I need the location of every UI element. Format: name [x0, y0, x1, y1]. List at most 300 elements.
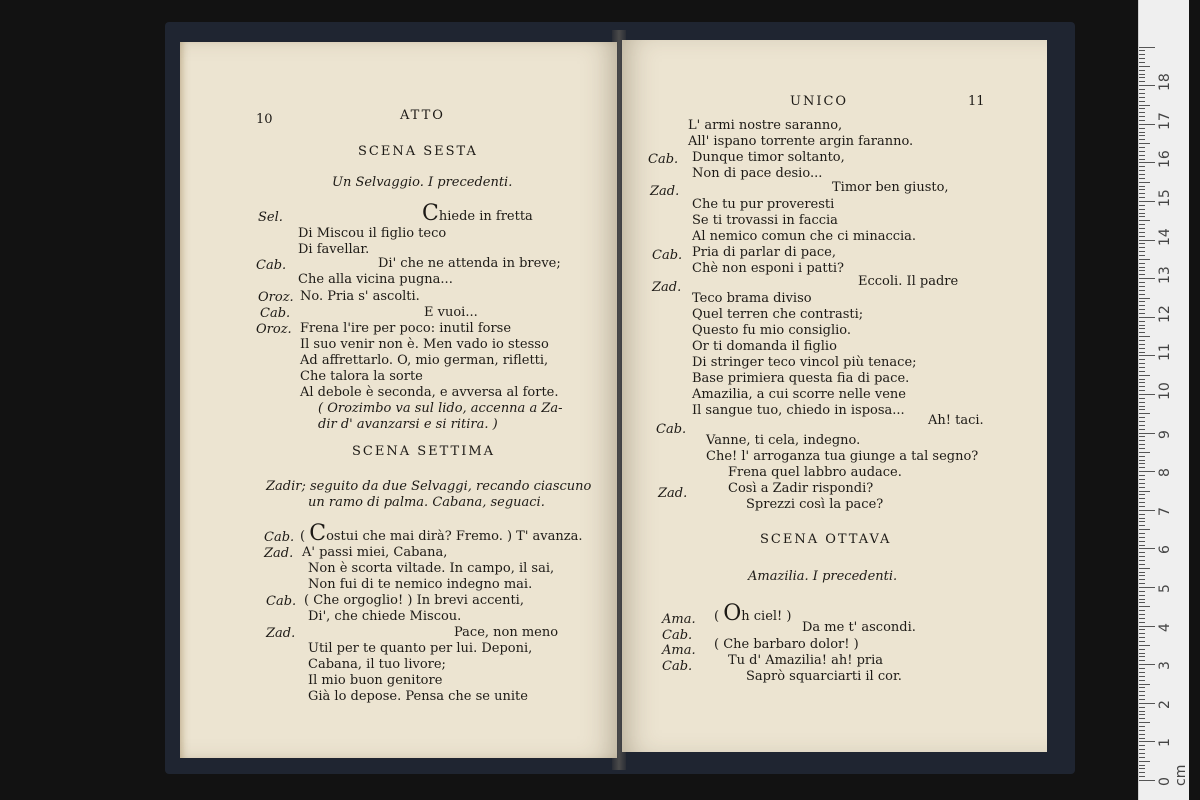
ruler-tick	[1139, 738, 1145, 739]
ruler-tick	[1139, 429, 1145, 430]
ruler-tick	[1139, 483, 1145, 484]
ruler-tick	[1139, 166, 1145, 167]
ruler-tick	[1139, 201, 1155, 202]
ruler-tick	[1139, 155, 1145, 156]
verse-line: A' passi miei, Cabana,	[302, 545, 448, 560]
ruler-label: 9	[1157, 429, 1173, 439]
ruler-tick	[1139, 626, 1155, 627]
ruler-tick	[1139, 560, 1145, 561]
ruler-tick	[1139, 452, 1150, 453]
speaker: Ama.	[662, 643, 696, 658]
ruler-tick	[1139, 699, 1145, 700]
ruler-tick	[1139, 50, 1145, 51]
speaker: Zad.	[266, 626, 296, 641]
ruler-tick	[1139, 228, 1145, 229]
verse-line: Quel terren che contrasti;	[692, 307, 864, 322]
ruler-tick	[1139, 182, 1150, 183]
ruler-tick	[1139, 328, 1145, 329]
ruler-tick	[1139, 93, 1145, 94]
ruler-tick	[1139, 162, 1155, 163]
verse-line: Pria di parlar di pace,	[692, 245, 836, 260]
ruler-tick	[1139, 47, 1155, 48]
verse-line: Da me t' ascondi.	[802, 620, 916, 635]
ruler-tick	[1139, 498, 1145, 499]
ruler-label: 5	[1157, 584, 1173, 593]
ruler-tick	[1139, 703, 1155, 704]
ruler-tick	[1139, 251, 1145, 252]
ruler-tick	[1139, 409, 1145, 410]
verse-line: Tu d' Amazilia! ah! pria	[728, 653, 884, 668]
ruler-tick	[1139, 132, 1145, 133]
stage-direction: ( Orozimbo va sul lido, accenna a Za-	[318, 401, 563, 416]
verse-line: Pace, non meno	[454, 625, 559, 640]
ruler-tick	[1139, 672, 1145, 673]
ruler-tick	[1139, 676, 1145, 677]
ruler-tick	[1139, 390, 1145, 391]
verse-line: Chiede in fretta	[422, 201, 533, 226]
speaker: Cab.	[256, 258, 287, 273]
ruler-tick	[1139, 147, 1145, 148]
speaker: Sel.	[258, 210, 283, 225]
ruler-tick	[1139, 506, 1145, 507]
ruler-tick	[1139, 456, 1145, 457]
ruler-tick	[1139, 286, 1145, 287]
speaker: Cab.	[260, 306, 291, 321]
drop-cap: C	[309, 521, 327, 546]
verse-line: Non di pace desio...	[692, 166, 823, 181]
ruler-tick	[1139, 97, 1145, 98]
ruler-tick	[1139, 193, 1145, 194]
ruler-tick	[1139, 81, 1145, 82]
ruler-tick	[1139, 629, 1145, 630]
verse-line: Questo fu mio consiglio.	[692, 323, 852, 338]
ruler-tick	[1139, 143, 1150, 144]
verse-line: Già lo depose. Pensa che se unite	[308, 689, 528, 704]
ruler-tick	[1139, 471, 1155, 472]
ruler-tick	[1139, 336, 1150, 337]
ruler-tick	[1139, 687, 1145, 688]
ruler-label: 8	[1157, 468, 1173, 478]
ruler-tick	[1139, 765, 1145, 766]
ruler-tick	[1139, 386, 1145, 387]
ruler-tick	[1139, 120, 1145, 121]
ruler-label: 17	[1157, 111, 1173, 130]
ruler-tick	[1139, 436, 1145, 437]
verse-line: Di' che ne attenda in breve;	[378, 256, 561, 271]
ruler-tick	[1139, 413, 1150, 414]
running-head-right: UNICO	[790, 94, 849, 109]
ruler-tick	[1139, 174, 1145, 175]
stage-direction: dir d' avanzarsi e si ritira. )	[318, 417, 498, 432]
ruler-label: 7	[1157, 506, 1173, 516]
ruler-tick	[1139, 355, 1155, 356]
ruler-label: 1	[1157, 738, 1173, 748]
ruler-tick	[1139, 568, 1150, 569]
verse-line: No. Pria s' ascolti.	[300, 289, 420, 304]
ruler-tick	[1139, 541, 1145, 542]
speaker: Cab.	[648, 152, 679, 167]
ruler-tick	[1139, 757, 1145, 758]
verse-line: Amazilia, a cui scorre nelle vene	[692, 387, 906, 402]
ruler-tick	[1139, 321, 1145, 322]
ruler-tick	[1139, 394, 1155, 395]
ruler-tick	[1139, 294, 1145, 295]
ruler-tick	[1139, 660, 1145, 661]
ruler-tick	[1139, 467, 1145, 468]
speaker: Oroz.	[256, 322, 292, 337]
ruler-tick	[1139, 379, 1145, 380]
stage-direction-sesta: Un Selvaggio. I precedenti.	[332, 175, 513, 190]
verse-line: ( Costui che mai dirà? Fremo. ) T' avanza.	[300, 521, 583, 546]
verse-line: All' ispano torrente argin faranno.	[688, 134, 914, 149]
ruler-tick	[1139, 402, 1145, 403]
ruler-tick	[1139, 267, 1145, 268]
ruler-tick	[1139, 108, 1145, 109]
ruler-tick	[1139, 525, 1145, 526]
ruler-tick	[1139, 128, 1145, 129]
ruler-tick	[1139, 444, 1145, 445]
ruler-tick	[1139, 726, 1145, 727]
ruler-tick	[1139, 112, 1145, 113]
ruler-tick	[1139, 656, 1145, 657]
ruler-tick	[1139, 564, 1145, 565]
ruler-tick	[1139, 668, 1145, 669]
verse-line: Sprezzi così la pace?	[746, 497, 884, 512]
verse-line: Che tu pur proveresti	[692, 197, 835, 212]
verse-line: Eccoli. Il padre	[858, 274, 959, 289]
verse-line: ( Che barbaro dolor! )	[714, 637, 859, 652]
ruler-tick	[1139, 680, 1145, 681]
ruler-tick	[1139, 406, 1145, 407]
ruler-tick	[1139, 209, 1145, 210]
verse-line: Non fui di te nemico indegno mai.	[308, 577, 533, 592]
ruler-tick	[1139, 772, 1145, 773]
ruler-tick	[1139, 101, 1145, 102]
ruler-tick	[1139, 213, 1145, 214]
ruler-tick	[1139, 587, 1155, 588]
ruler-tick	[1139, 398, 1145, 399]
verse-line: L' armi nostre saranno,	[688, 118, 843, 133]
ruler-tick	[1139, 718, 1145, 719]
verse-line: Cabana, il tuo livore;	[308, 657, 446, 672]
ruler-label: 12	[1157, 304, 1173, 323]
ruler-tick	[1139, 637, 1145, 638]
ruler-tick	[1139, 545, 1145, 546]
ruler-tick	[1139, 263, 1145, 264]
ruler-tick	[1139, 691, 1145, 692]
speaker: Ama.	[662, 612, 696, 627]
ruler-tick	[1139, 139, 1145, 140]
scene-title-sesta: SCENA SESTA	[358, 144, 478, 159]
ruler-tick	[1139, 282, 1145, 283]
verse-line: Teco brama diviso	[692, 291, 812, 306]
ruler-tick	[1139, 259, 1150, 260]
verse-line: Al debole è seconda, e avversa al forte.	[300, 385, 559, 400]
verse-line: Così a Zadir rispondi?	[728, 481, 874, 496]
speaker: Zad.	[658, 486, 688, 501]
ruler-tick	[1139, 487, 1145, 488]
ruler-tick	[1139, 610, 1145, 611]
ruler-tick	[1139, 124, 1155, 125]
ruler-tick	[1139, 240, 1155, 241]
ruler-tick	[1139, 77, 1145, 78]
ruler-label: 0 cm	[1157, 764, 1189, 786]
ruler-tick	[1139, 599, 1145, 600]
ruler-tick	[1139, 734, 1145, 735]
ruler-label: 4	[1157, 622, 1173, 632]
verse-line: Frena quel labbro audace.	[728, 465, 902, 480]
ruler-tick	[1139, 741, 1155, 742]
ruler-label: 15	[1157, 189, 1173, 207]
ruler-tick	[1139, 367, 1145, 368]
speaker: Cab.	[662, 628, 693, 643]
ruler-tick	[1139, 317, 1155, 318]
verse-line: Ad affrettarlo. O, mio german, rifletti,	[300, 353, 549, 368]
ruler-tick	[1139, 684, 1150, 685]
ruler-tick	[1139, 216, 1145, 217]
ruler-tick	[1139, 278, 1155, 279]
ruler-tick	[1139, 421, 1145, 422]
ruler-label: 6	[1157, 545, 1173, 555]
ruler-tick	[1139, 548, 1155, 549]
speaker: Zad.	[650, 184, 680, 199]
ruler-tick	[1139, 247, 1145, 248]
ruler-tick	[1139, 618, 1145, 619]
ruler-tick	[1139, 730, 1145, 731]
ruler-tick	[1139, 475, 1145, 476]
speaker: Cab.	[662, 659, 693, 674]
ruler-tick	[1139, 749, 1145, 750]
ruler-tick	[1139, 711, 1145, 712]
left-page	[180, 42, 617, 758]
ruler-tick	[1139, 440, 1145, 441]
speaker: Oroz.	[258, 290, 294, 305]
ruler-label: 2	[1157, 699, 1173, 709]
ruler-tick	[1139, 348, 1145, 349]
ruler-tick	[1139, 363, 1145, 364]
ruler-tick	[1139, 494, 1145, 495]
ruler-tick	[1139, 776, 1145, 777]
ruler-tick	[1139, 502, 1145, 503]
verse-line: Di Miscou il figlio teco	[298, 226, 447, 241]
ruler-tick	[1139, 460, 1145, 461]
speaker: Zad.	[264, 546, 294, 561]
ruler-tick	[1139, 375, 1150, 376]
page-number-right: 11	[968, 94, 985, 109]
ruler-tick	[1139, 305, 1145, 306]
ruler-tick	[1139, 270, 1145, 271]
ruler-tick	[1139, 653, 1145, 654]
verse-line: E vuoi...	[424, 305, 478, 320]
stage-direction-settima-1: Zadir; seguito da due Selvaggi, recando ciascuno	[266, 479, 592, 494]
verse-line: Di', che chiede Miscou.	[308, 609, 462, 624]
ruler-tick	[1139, 236, 1145, 237]
ruler-tick	[1139, 116, 1145, 117]
ruler-tick	[1139, 371, 1145, 372]
verse-line: Che! l' arroganza tua giunge a tal segno?	[706, 449, 979, 464]
ruler-tick	[1139, 313, 1145, 314]
ruler-tick	[1139, 344, 1145, 345]
ruler-tick	[1139, 89, 1145, 90]
verse-line: Frena l'ire per poco: inutil forse	[300, 321, 512, 336]
ruler-tick	[1139, 633, 1145, 634]
ruler-tick	[1139, 425, 1145, 426]
ruler-tick	[1139, 70, 1145, 71]
drop-cap: C	[422, 201, 439, 226]
ruler-tick	[1139, 205, 1145, 206]
ruler-tick	[1139, 533, 1145, 534]
verse-line: Or ti domanda il figlio	[692, 339, 837, 354]
verse-line: Timor ben giusto,	[832, 180, 949, 195]
ruler-label: 14	[1157, 227, 1173, 246]
ruler-tick	[1139, 695, 1145, 696]
verse-line: Il mio buon genitore	[308, 673, 443, 688]
ruler-tick	[1139, 641, 1145, 642]
verse-line: Il sangue tuo, chiedo in isposa...	[692, 403, 905, 418]
verse-line: Se ti trovassi in faccia	[692, 213, 838, 228]
verse-line: ( Oh ciel! )	[714, 601, 792, 626]
ruler-tick	[1139, 537, 1145, 538]
ruler-tick	[1139, 595, 1145, 596]
measuring-ruler	[1138, 0, 1189, 800]
verse-line: Dunque timor soltanto,	[692, 150, 845, 165]
ruler-tick	[1139, 556, 1145, 557]
ruler-tick	[1139, 622, 1145, 623]
ruler-tick	[1139, 510, 1155, 511]
ruler-tick	[1139, 58, 1145, 59]
ruler-label: 3	[1157, 661, 1173, 671]
ruler-tick	[1139, 529, 1150, 530]
ruler-tick	[1139, 649, 1145, 650]
ruler-tick	[1139, 780, 1155, 781]
ruler-tick	[1139, 62, 1145, 63]
ruler-tick	[1139, 85, 1155, 86]
ruler-tick	[1139, 514, 1145, 515]
ruler-tick	[1139, 479, 1145, 480]
ruler-tick	[1139, 518, 1145, 519]
verse-line: Di stringer teco vincol più tenace;	[692, 355, 917, 370]
verse-line: Vanne, ti cela, indegno.	[706, 433, 861, 448]
ruler-tick	[1139, 722, 1150, 723]
ruler-tick	[1139, 579, 1145, 580]
ruler-tick	[1139, 325, 1145, 326]
verse-line: Che alla vicina pugna...	[298, 272, 453, 287]
ruler-tick	[1139, 159, 1145, 160]
speaker: Zad.	[652, 280, 682, 295]
speaker: Cab.	[264, 530, 295, 545]
ruler-tick	[1139, 220, 1150, 221]
verse-line: Saprò squarciarti il cor.	[746, 669, 902, 684]
ruler-tick	[1139, 645, 1150, 646]
right-page	[622, 40, 1047, 752]
ruler-tick	[1139, 448, 1145, 449]
ruler-tick	[1139, 301, 1145, 302]
ruler-tick	[1139, 521, 1145, 522]
ruler-label: 13	[1157, 266, 1173, 285]
drop-cap: O	[723, 601, 742, 626]
ruler-tick	[1139, 463, 1145, 464]
ruler-tick	[1139, 753, 1145, 754]
ruler-tick	[1139, 606, 1150, 607]
ruler-tick	[1139, 417, 1145, 418]
verse-line: ( Che orgoglio! ) In brevi accenti,	[304, 593, 524, 608]
page-number-left: 10	[256, 112, 273, 127]
scene-title-settima: SCENA SETTIMA	[352, 444, 496, 459]
ruler-tick	[1139, 583, 1145, 584]
ruler-label: 11	[1157, 343, 1173, 362]
ruler-tick	[1139, 352, 1145, 353]
ruler-tick	[1139, 572, 1145, 573]
ruler-tick	[1139, 74, 1145, 75]
ruler-tick	[1139, 274, 1145, 275]
ruler-tick	[1139, 491, 1150, 492]
ruler-label: 18	[1157, 73, 1173, 92]
ruler-tick	[1139, 197, 1145, 198]
ruler-tick	[1139, 298, 1150, 299]
ruler-tick	[1139, 255, 1145, 256]
speaker: Cab.	[652, 248, 683, 263]
stage-direction-ottava: Amazilia. I precedenti.	[748, 569, 898, 584]
speaker: Cab.	[266, 594, 297, 609]
ruler-tick	[1139, 614, 1145, 615]
ruler-tick	[1139, 575, 1145, 576]
ruler-tick	[1139, 602, 1145, 603]
ruler-tick	[1139, 178, 1145, 179]
ruler-tick	[1139, 340, 1145, 341]
ruler-tick	[1139, 745, 1145, 746]
verse-line: Il suo venir non è. Men vado io stesso	[300, 337, 549, 352]
ruler-tick	[1139, 309, 1145, 310]
stage-direction-settima-2: un ramo di palma. Cabana, seguaci.	[308, 495, 545, 510]
ruler-tick	[1139, 290, 1145, 291]
ruler-tick	[1139, 359, 1145, 360]
ruler-tick	[1139, 186, 1145, 187]
ruler-tick	[1139, 243, 1145, 244]
verse-line: Base primiera questa fia di pace.	[692, 371, 910, 386]
ruler-label: 16	[1157, 150, 1173, 169]
ruler-label: 10	[1157, 382, 1173, 400]
ruler-tick	[1139, 552, 1145, 553]
scene-title-ottava: SCENA OTTAVA	[760, 532, 892, 547]
ruler-tick	[1139, 591, 1145, 592]
speaker: Cab.	[656, 422, 687, 437]
ruler-tick	[1139, 433, 1155, 434]
verse-line: Util per te quanto per lui. Deponi,	[308, 641, 533, 656]
ruler-tick	[1139, 66, 1150, 67]
ruler-tick	[1139, 332, 1145, 333]
running-head-left: ATTO	[400, 108, 445, 123]
verse-line: Al nemico comun che ci minaccia.	[692, 229, 917, 244]
verse-line: Che talora la sorte	[300, 369, 423, 384]
ruler-tick	[1139, 232, 1145, 233]
ruler-tick	[1139, 170, 1145, 171]
ruler-tick	[1139, 135, 1145, 136]
ruler-tick	[1139, 382, 1145, 383]
ruler-tick	[1139, 768, 1145, 769]
verse-line: Ah! taci.	[928, 413, 984, 428]
ruler-tick	[1139, 664, 1155, 665]
verse-line: Chè non esponi i patti?	[692, 261, 844, 276]
ruler-tick	[1139, 761, 1150, 762]
ruler-tick	[1139, 224, 1145, 225]
ruler-tick	[1139, 54, 1145, 55]
verse-line: Non è scorta viltade. In campo, il sai,	[308, 561, 555, 576]
ruler-tick	[1139, 707, 1145, 708]
ruler-tick	[1139, 714, 1145, 715]
ruler-tick	[1139, 105, 1150, 106]
ruler-tick	[1139, 189, 1145, 190]
ruler-tick	[1139, 151, 1145, 152]
